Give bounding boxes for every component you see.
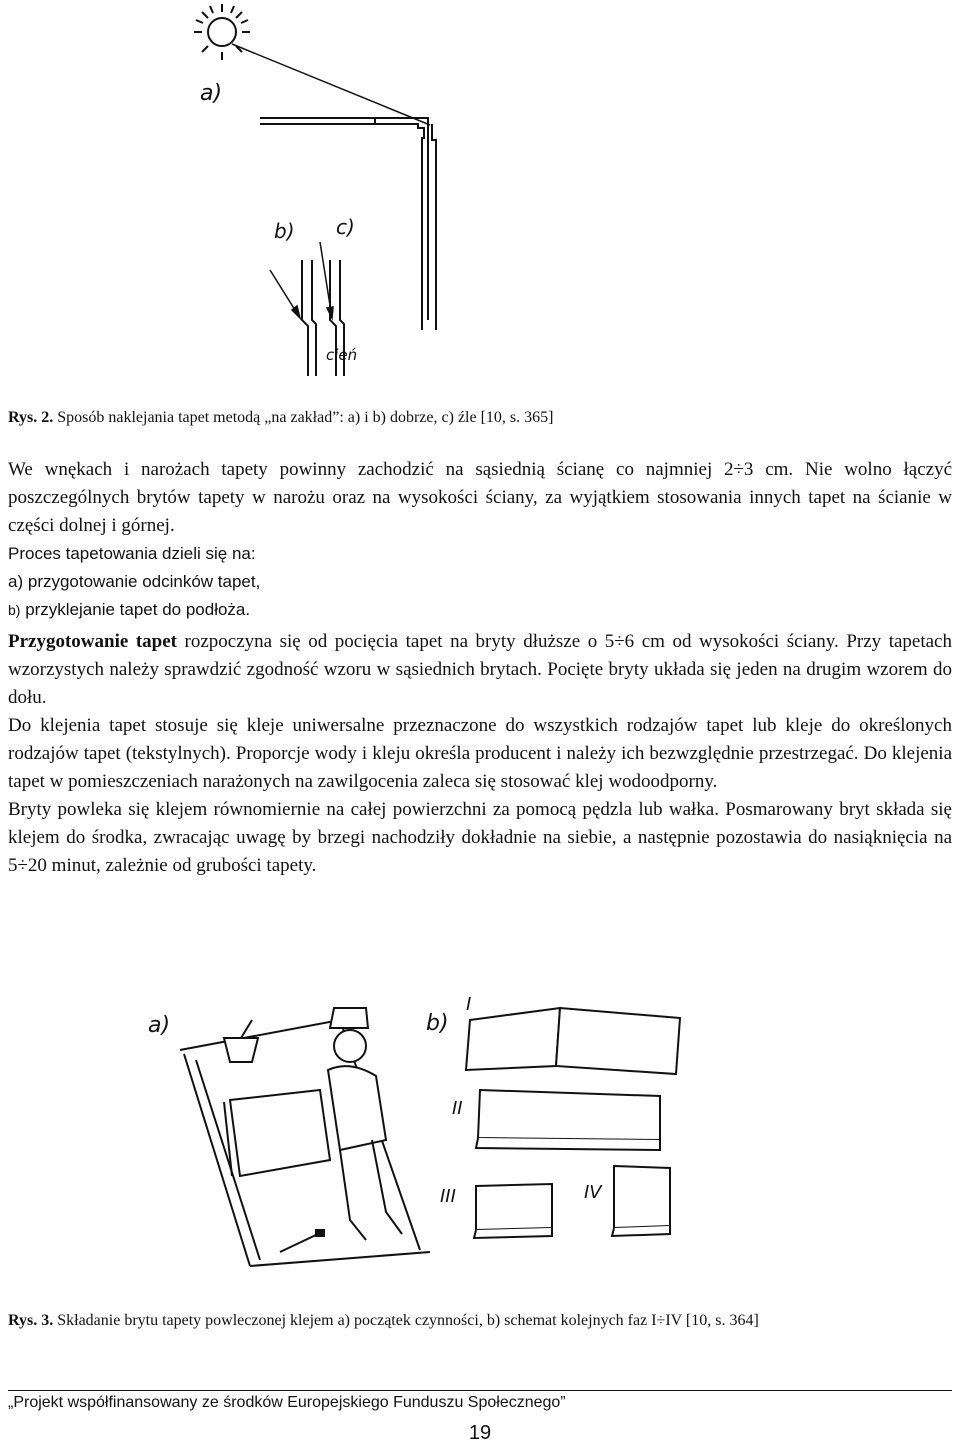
figure2-label-b: b) bbox=[426, 1011, 449, 1036]
phase-IV-sheets bbox=[612, 1166, 670, 1236]
body-text bbox=[8, 456, 952, 880]
phase-I-sheets bbox=[466, 1008, 680, 1074]
figure2-label-phase-III: III bbox=[440, 1186, 456, 1207]
figure1-label-b: b) bbox=[274, 219, 295, 243]
light-ray-line bbox=[232, 44, 430, 125]
footer-divider bbox=[8, 1390, 952, 1391]
paste-brush-icon bbox=[280, 1230, 324, 1252]
wallpaper-sheet bbox=[224, 1090, 330, 1176]
worker-figure bbox=[328, 1008, 402, 1240]
figure1-caption-text: Sposób naklejania tapet metodą „na zakład”: a) i b) dobrze, c) źle [10, s. 365] bbox=[53, 409, 554, 426]
paste-bucket-icon bbox=[224, 1020, 258, 1062]
list-text-a: przygotowanie odcinków tapet, bbox=[27, 572, 261, 591]
sun-icon bbox=[194, 4, 250, 60]
paragraph-preparation-text: rozpoczyna się od pocięcia tapet na bryty dłuższe o 5÷6 cm od wysokości ściany. Przy tapetach wzorzystych należy sprawdzić zgodność wzoru w sąsiednich brytach. Pocięte bryty układa się jeden na drugim wzorem do dołu. bbox=[8, 631, 952, 708]
list-item-a bbox=[8, 568, 952, 596]
figure1-caption bbox=[8, 407, 952, 429]
figure2-label-phase-I: I bbox=[466, 994, 472, 1015]
list-marker-a: a) bbox=[8, 572, 24, 591]
paragraph-application: Bryty powleka się klejem równomiernie na całej powierzchni za pomocą pędzla lub wałka. Posmarowany bryt składa się klejem do środka, zwracając uwagę by brzegi nachodziły dokładnie na siebie, a następnie pozostawia do nasiąknięcia na 5÷20 minut, zależnie od grubości tapety. bbox=[8, 799, 952, 876]
figure-folding-wallpaper bbox=[140, 990, 840, 1280]
figure2-caption-prefix: Rys. 3. bbox=[8, 1312, 54, 1329]
figure2-label-phase-II: II bbox=[452, 1098, 463, 1119]
figure1-label-shadow: cień bbox=[326, 346, 358, 364]
figure2-label-phase-IV: IV bbox=[584, 1182, 602, 1203]
paragraph-corners: We wnękach i narożach tapety powinny zachodzić na sąsiednią ścianę co najmniej 2÷3 cm. Nie wolno łączyć poszczególnych brytów tapety w narożu oraz na wysokości ściany, za wyjątkiem stosowania innych tapet na ścianie w części dolnej i górnej. bbox=[8, 459, 952, 536]
paragraph-preparation-bold: Przygotowanie tapet bbox=[8, 631, 177, 652]
figure2-label-a: a) bbox=[148, 1013, 171, 1038]
figure2-caption-text: Składanie brytu tapety powleczonej klejem a) początek czynności, b) schemat kolejnych faz I÷IV [10, s. 364] bbox=[53, 1312, 759, 1329]
footer-text: „Projekt współfinansowany ze środków Europejskiego Funduszu Społecznego” bbox=[8, 1394, 566, 1411]
figure1-label-a: a) bbox=[200, 81, 223, 106]
phase-II-sheets bbox=[476, 1090, 660, 1150]
list-text-b: przyklejanie tapet do podłoża. bbox=[25, 600, 251, 619]
figure1-caption-prefix: Rys. 2. bbox=[8, 409, 54, 426]
paragraph-adhesives: Do klejenia tapet stosuje się kleje uniwersalne przeznaczone do wszystkich rodzajów tapet lub kleje do określonych rodzajów tapet (tekstylnych). Proporcje wody i kleju określa producent i należy ich bezwzględnie przestrzegać. Do klejenia tapet w pomieszczeniach narażonych na zawilgocenia zaleca się stosować klej wodoodporny. bbox=[8, 715, 952, 792]
phase-III-sheets bbox=[474, 1184, 552, 1238]
page-number: 19 bbox=[468, 1422, 492, 1444]
paragraph-preparation bbox=[8, 628, 952, 712]
list-marker-b: b) bbox=[8, 602, 21, 618]
figure-wallpaper-overlap-diagram bbox=[180, 0, 520, 380]
figure1-label-c: c) bbox=[336, 215, 355, 239]
list-item-b bbox=[8, 596, 952, 624]
paragraph-process-intro: Proces tapetowania dzieli się na: bbox=[8, 544, 256, 563]
figure2-caption bbox=[8, 1310, 952, 1332]
